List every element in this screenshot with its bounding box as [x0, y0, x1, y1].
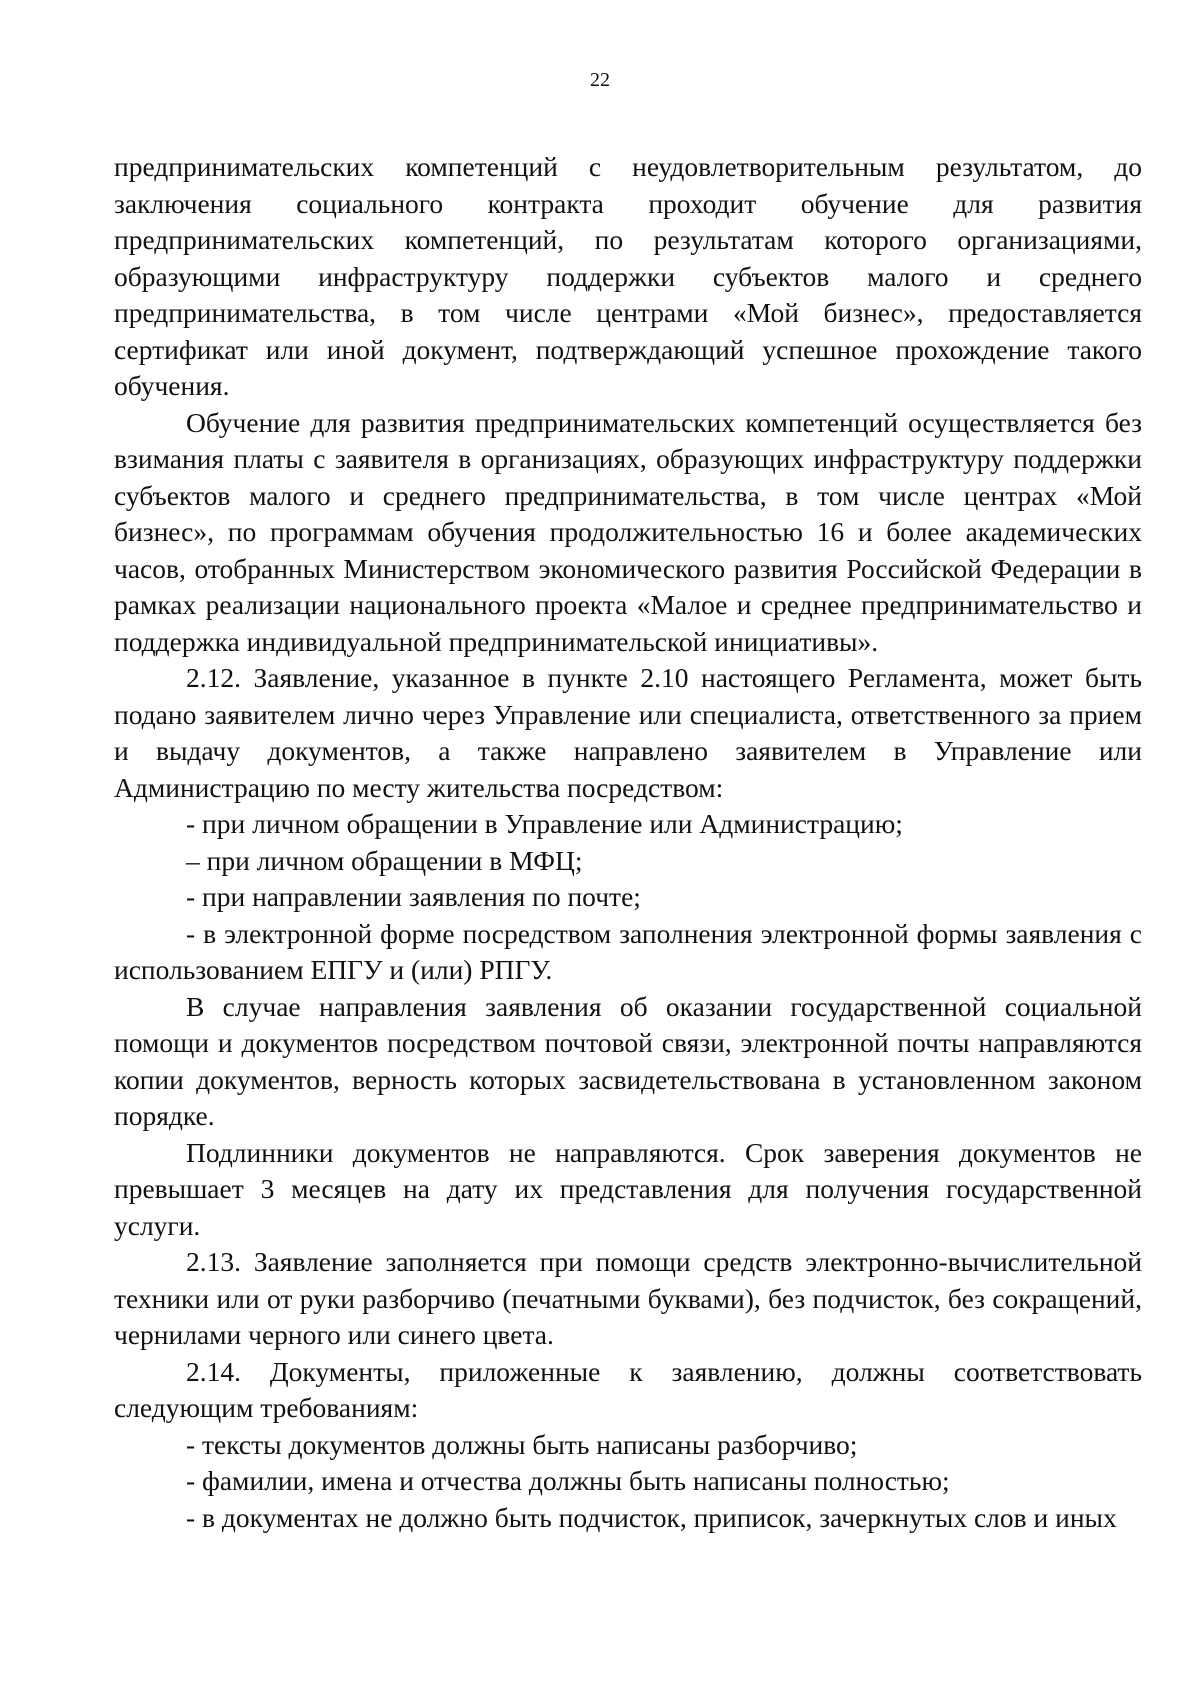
list-item: - в документах не должно быть подчисток, приписок, зачеркнутых слов и иных [186, 1501, 1117, 1533]
paragraph-originals: Подлинники документов не направляются. Срок заверения документов не превышает 3 месяцев на дату их представления для получения государственной услуги. [114, 1136, 1142, 1241]
list-item: – при личном обращении в МФЦ; [186, 844, 583, 876]
page-number: 22 [590, 69, 610, 91]
page-body [114, 149, 1142, 1536]
paragraph-training: Обучение для развития предпринимательских компетенций осуществляется без взимания платы с заявителя в организациях, образующих инфраструктуру поддержки субъектов малого и среднего предпринимательства, в том числе центрах «Мой бизнес», по программам обучения продолжительностью 16 и более академических часов, отобранных Министерством экономического развития Российской Федерации в рамках реализации национального проекта «Малое и среднее предпринимательство и поддержка индивидуальной предпринимательской инициативы». [114, 406, 1142, 657]
list-item: - фамилии, имена и отчества должны быть написаны полностью; [186, 1465, 950, 1496]
paragraph-continuation: предпринимательских компетенций с неудовлетворительным результатом, до заключения социального контракта проходит обучение для развития предпринимательских компетенций, по результатам которого организациями, образующими инфраструктуру поддержки субъектов малого и среднего предпринимательства, в том числе центрами «Мой бизнес», предоставляется сертификат или иной документ, подтверждающий успешное прохождение такого обучения. [114, 151, 1142, 401]
paragraph-2-12: 2.12. Заявление, указанное в пункте 2.10 настоящего Регламента, может быть подано заявителем лично через Управление или специалиста, ответственного за прием и выдачу документов, а также направлено заявителем в Управление или Администрацию по месту жительства посредством: [114, 662, 1142, 803]
list-item: - при личном обращении в Управление или Администрацию; [186, 808, 903, 839]
list-item: - в электронной форме посредством заполнения электронной формы заявления с использованием ЕПГУ и (или) РПГУ. [114, 917, 1142, 985]
list-item: - при направлении заявления по почте; [186, 881, 641, 912]
paragraph-2-13: 2.13. Заявление заполняется при помощи средств электронно-вычислительной техники или от руки разборчиво (печатными буквами), без подчисток, без сокращений, чернилами черного или синего цвета. [114, 1246, 1142, 1350]
paragraph-2-14: 2.14. Документы, приложенные к заявлению, должны соответствовать следующим требованиям: [114, 1355, 1142, 1423]
paragraph-postal-copies: В случае направления заявления об оказании государственной социальной помощи и документов посредством почтовой связи, электронной почты направляются копии документов, верность которых засвидетельствована в установленном законом порядке. [114, 990, 1142, 1131]
list-item: - тексты документов должны быть написаны разборчиво; [186, 1428, 858, 1460]
